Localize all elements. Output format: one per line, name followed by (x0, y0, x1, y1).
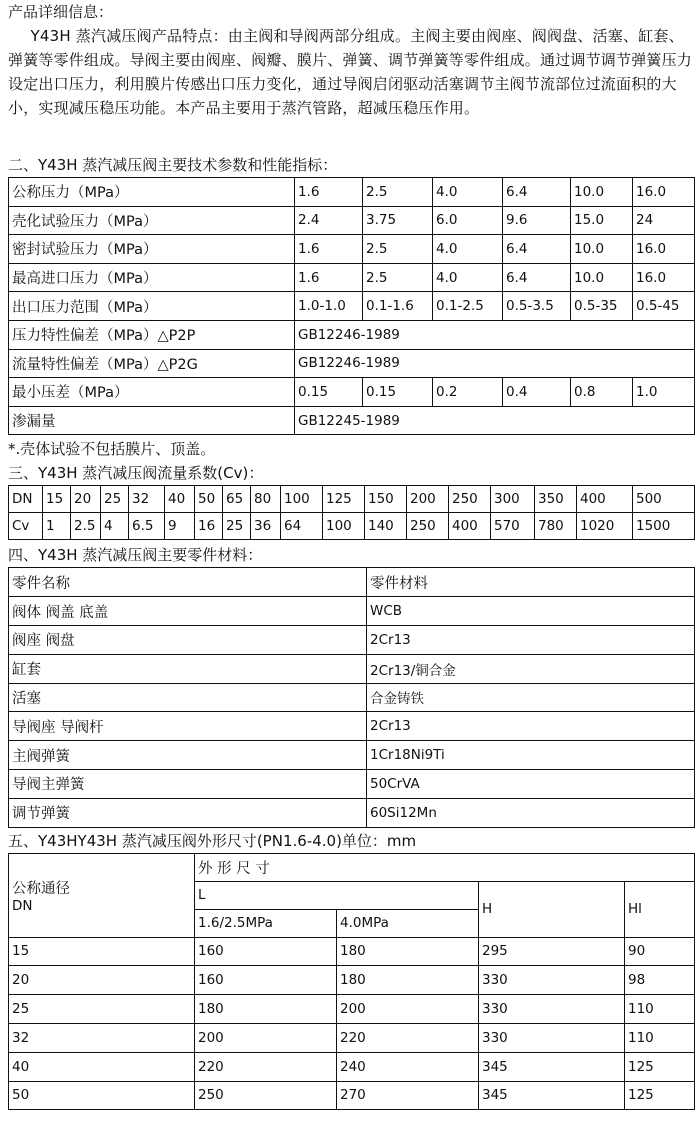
dimension-value: 110 (625, 995, 695, 1024)
part-name: 阀体 阀盖 底盖 (9, 597, 367, 626)
material-row (9, 625, 695, 654)
param-value: 0.5-45 (633, 292, 695, 321)
param-value: 4.0 (433, 263, 503, 292)
param-value: 0.4 (503, 378, 571, 407)
dn-value: 100 (281, 486, 323, 513)
cv-value: 64 (281, 513, 323, 540)
param-value: 16.0 (633, 178, 695, 207)
dimension-value: 250 (195, 1081, 337, 1110)
dn-label: DN (12, 897, 33, 914)
param-value: 10.0 (571, 235, 633, 264)
dimension-value: 330 (479, 966, 625, 995)
intro-paragraph: Y43H 蒸汽减压阀产品特点：由主阀和导阀两部分组成。主阀主要由阀座、阀阀盘、活塞、缸套、弹簧等零件组成。导阀主要由阀座、阀瓣、膜片、弹簧、调节弹簧等零件组成。通过调节调节弹簧压力设定出口压力，利用膜片传感出口压力变化，通过导阀启闭驱动活塞调节主阀节流部位过流面积的大小，实现减压稳压功能。本产品主要用于蒸汽管路，超减压稳压作用。 (8, 27, 693, 117)
cv-value: 1020 (577, 513, 633, 540)
dimension-row (9, 1052, 695, 1081)
dimension-value: 295 (479, 937, 625, 966)
dimension-value: 180 (337, 966, 479, 995)
param-value: 0.5-3.5 (503, 292, 571, 321)
dimension-value: 330 (479, 995, 625, 1024)
section5-title: 五、Y43HY43H 蒸汽减压阀外形尺寸(PN1.6-4.0)单位：mm (8, 831, 417, 850)
cv-value: 250 (407, 513, 449, 540)
part-material: 2Cr13/铜合金 (367, 654, 695, 683)
param-value: 4.0 (433, 178, 503, 207)
part-name: 导阀座 导阀杆 (9, 712, 367, 741)
dn-value: 50 (195, 486, 223, 513)
dn-value: 250 (449, 486, 491, 513)
section2-note: *.壳体试验不包括膜片、顶盖。 (8, 440, 216, 459)
dn-value: 300 (491, 486, 535, 513)
dimension-value: 345 (479, 1081, 625, 1110)
param-row (9, 235, 695, 264)
dn-row (9, 486, 695, 513)
dn-value: 350 (535, 486, 577, 513)
part-material: 60Si12Mn (367, 798, 695, 827)
l-sub-low: 1.6/2.5MPa (195, 909, 337, 937)
part-material: 2Cr13 (367, 625, 695, 654)
param-label: 最小压差（MPa） (9, 378, 295, 407)
cv-row-label: Cv (9, 513, 43, 540)
dimension-dn: 15 (9, 937, 195, 966)
cv-value: 2.5 (71, 513, 101, 540)
part-name-header: 零件名称 (9, 568, 367, 597)
param-value: 3.75 (363, 206, 433, 235)
dn-value: 25 (101, 486, 129, 513)
hl-header: Hl (625, 881, 695, 937)
dn-value: 150 (365, 486, 407, 513)
param-value: 0.1-1.6 (363, 292, 433, 321)
cv-value: 1 (43, 513, 71, 540)
dn-value: 500 (633, 486, 695, 513)
dimension-value: 160 (195, 966, 337, 995)
dimension-dn: 50 (9, 1081, 195, 1110)
part-material: 50CrVA (367, 769, 695, 798)
param-standard: GB12246-1989 (295, 349, 695, 378)
param-value: 9.6 (503, 206, 571, 235)
param-value: 16.0 (633, 235, 695, 264)
part-material: WCB (367, 597, 695, 626)
param-value: 0.8 (571, 378, 633, 407)
param-row (9, 206, 695, 235)
param-row (9, 292, 695, 321)
dimension-row (9, 1023, 695, 1052)
param-value: 2.5 (363, 178, 433, 207)
material-row (9, 798, 695, 827)
materials-header-row (9, 568, 695, 597)
dimension-value: 200 (195, 1023, 337, 1052)
param-label: 密封试验压力（MPa） (9, 235, 295, 264)
dn-value: 400 (577, 486, 633, 513)
cv-value: 36 (251, 513, 281, 540)
part-name: 阀座 阀盘 (9, 625, 367, 654)
dimension-value: 160 (195, 937, 337, 966)
l-sub-high: 4.0MPa (337, 909, 479, 937)
material-row (9, 712, 695, 741)
param-value: 0.2 (433, 378, 503, 407)
param-standard: GB12246-1989 (295, 320, 695, 349)
param-label: 渗漏量 (9, 406, 295, 435)
cv-value: 16 (195, 513, 223, 540)
param-value: 4.0 (433, 235, 503, 264)
param-row (9, 349, 695, 378)
dn-value: 40 (165, 486, 195, 513)
param-value: 0.15 (363, 378, 433, 407)
cv-value: 25 (223, 513, 251, 540)
dimension-dn: 20 (9, 966, 195, 995)
dimension-dn: 40 (9, 1052, 195, 1081)
param-label: 流量特性偏差（MPa）△P2G (9, 349, 295, 378)
dimension-row (9, 937, 695, 966)
materials-table (8, 567, 695, 827)
param-value: 1.0-1.0 (295, 292, 363, 321)
dn-value: 200 (407, 486, 449, 513)
dn-value: 80 (251, 486, 281, 513)
dimension-value: 220 (195, 1052, 337, 1081)
dn-value: 125 (323, 486, 365, 513)
param-value: 0.15 (295, 378, 363, 407)
dn-value: 32 (129, 486, 165, 513)
param-value: 1.6 (295, 235, 363, 264)
part-name: 缸套 (9, 654, 367, 683)
dimension-row (9, 995, 695, 1024)
dn-row-label: DN (9, 486, 43, 513)
cv-row (9, 513, 695, 540)
part-material: 合金铸铁 (367, 683, 695, 712)
dimension-value: 125 (625, 1052, 695, 1081)
param-row (9, 406, 695, 435)
param-value: 16.0 (633, 263, 695, 292)
dimension-value: 180 (337, 937, 479, 966)
param-row (9, 320, 695, 349)
nominal-diameter-header (9, 853, 195, 937)
dn-value: 65 (223, 486, 251, 513)
param-value: 6.4 (503, 263, 571, 292)
material-row (9, 741, 695, 770)
tech-params-table (8, 177, 695, 435)
param-row (9, 263, 695, 292)
dimension-row (9, 1081, 695, 1110)
material-row (9, 769, 695, 798)
param-value: 0.5-35 (571, 292, 633, 321)
param-value: 0.1-2.5 (433, 292, 503, 321)
param-value: 1.0 (633, 378, 695, 407)
dimension-value: 125 (625, 1081, 695, 1110)
dimension-dn: 32 (9, 1023, 195, 1052)
dimensions-table (8, 853, 695, 1111)
h-header: H (479, 881, 625, 937)
material-row (9, 597, 695, 626)
cv-value: 1500 (633, 513, 695, 540)
part-name: 调节弹簧 (9, 798, 367, 827)
param-row (9, 378, 695, 407)
dimension-value: 240 (337, 1052, 479, 1081)
param-value: 24 (633, 206, 695, 235)
part-name: 主阀弹簧 (9, 741, 367, 770)
dimension-value: 330 (479, 1023, 625, 1052)
param-label: 压力特性偏差（MPa）△P2P (9, 320, 295, 349)
param-value: 6.4 (503, 235, 571, 264)
l-header: L (195, 881, 479, 909)
nominal-label: 公称通径 (12, 880, 70, 897)
cv-value: 9 (165, 513, 195, 540)
intro-heading: 产品详细信息： (8, 3, 114, 21)
dn-value: 15 (43, 486, 71, 513)
dimension-row (9, 966, 695, 995)
dimension-value: 200 (337, 995, 479, 1024)
param-row (9, 178, 695, 207)
flow-coefficient-table (8, 485, 695, 540)
param-value: 2.5 (363, 235, 433, 264)
cv-value: 100 (323, 513, 365, 540)
param-value: 2.5 (363, 263, 433, 292)
param-label: 壳化试验压力（MPa） (9, 206, 295, 235)
section2-title: 二、Y43H 蒸汽减压阀主要技术参数和性能指标： (8, 156, 338, 174)
param-value: 1.6 (295, 263, 363, 292)
param-value: 15.0 (571, 206, 633, 235)
param-value: 2.4 (295, 206, 363, 235)
cv-value: 6.5 (129, 513, 165, 540)
material-row (9, 654, 695, 683)
section3-title: 三、Y43H 蒸汽减压阀流量系数(Cv)： (8, 464, 264, 483)
param-value: 10.0 (571, 263, 633, 292)
dimension-value: 90 (625, 937, 695, 966)
cv-value: 140 (365, 513, 407, 540)
param-standard: GB12245-1989 (295, 406, 695, 435)
section4-title: 四、Y43H 蒸汽减压阀主要零件材料： (8, 546, 263, 565)
dn-value: 20 (71, 486, 101, 513)
dimension-value: 220 (337, 1023, 479, 1052)
part-material: 2Cr13 (367, 712, 695, 741)
param-label: 最高进口压力（MPa） (9, 263, 295, 292)
dimension-dn: 25 (9, 995, 195, 1024)
dimension-value: 345 (479, 1052, 625, 1081)
cv-value: 4 (101, 513, 129, 540)
param-value: 6.0 (433, 206, 503, 235)
cv-value: 570 (491, 513, 535, 540)
param-value: 6.4 (503, 178, 571, 207)
param-value: 10.0 (571, 178, 633, 207)
part-name: 活塞 (9, 683, 367, 712)
param-value: 1.6 (295, 178, 363, 207)
material-row (9, 683, 695, 712)
part-name: 导阀主弹簧 (9, 769, 367, 798)
dims-header: 外 形 尺 寸 (195, 853, 695, 881)
param-label: 公称压力（MPa） (9, 178, 295, 207)
dimension-value: 98 (625, 966, 695, 995)
part-material-header: 零件材料 (367, 568, 695, 597)
cv-value: 780 (535, 513, 577, 540)
cv-value: 400 (449, 513, 491, 540)
part-material: 1Cr18Ni9Ti (367, 741, 695, 770)
param-label: 出口压力范围（MPa） (9, 292, 295, 321)
dimension-value: 110 (625, 1023, 695, 1052)
dimension-value: 180 (195, 995, 337, 1024)
dimension-value: 270 (337, 1081, 479, 1110)
